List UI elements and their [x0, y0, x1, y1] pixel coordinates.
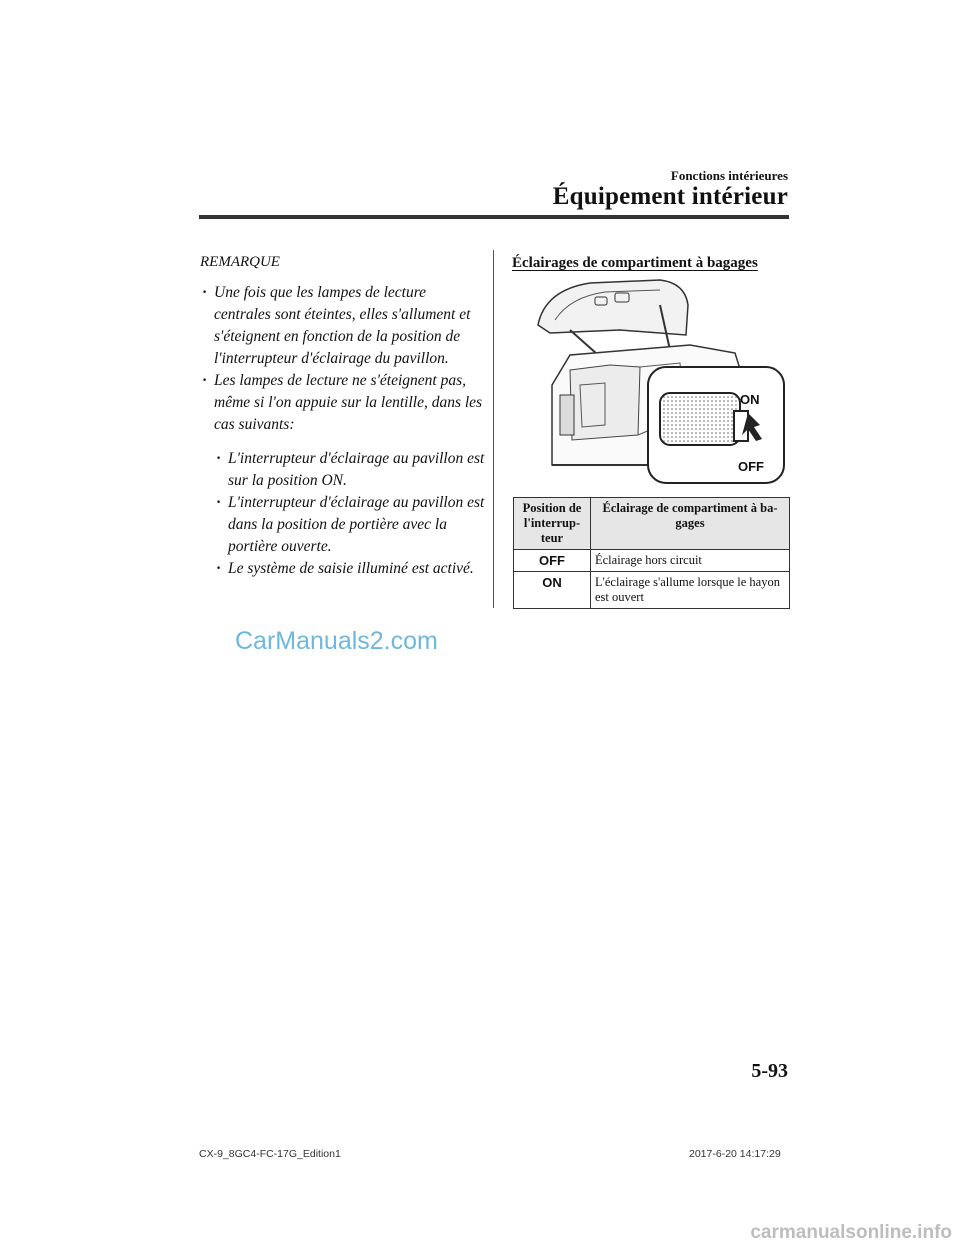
note-body — [200, 282, 485, 580]
watermark: CarManuals2.com — [235, 627, 438, 655]
header-rule — [199, 215, 789, 219]
table-row — [514, 572, 790, 609]
switch-off-icon: OFF — [514, 550, 591, 572]
brand-watermark: carmanualsonline.info — [750, 1222, 952, 1243]
table-cell: L'éclairage s'allume lorsque le hayon est ouvert — [591, 572, 790, 609]
note-subitem: · Le système de saisie illuminé est activé. — [214, 558, 485, 580]
table-header-description: Éclairage de compartiment à ba-gages — [591, 498, 790, 550]
note-subitem: · L'interrupteur d'éclairage au pavillon est dans la position de portière avec la portière ouverte. — [214, 492, 485, 558]
table-cell: Éclairage hors circuit — [591, 550, 790, 572]
page-number: 5-93 — [751, 1060, 788, 1082]
note-item: · Les lampes de lecture ne s'éteignent pas, même si l'on appuie sur la lentille, dans les cas suivants: — [200, 370, 485, 436]
switch-on-icon: ON — [514, 572, 591, 609]
note-list — [200, 282, 485, 436]
table-row — [514, 550, 790, 572]
table-header-row — [514, 498, 790, 550]
on-label: ON — [740, 392, 760, 407]
column-divider — [493, 250, 494, 608]
section-title: Éclairages de compartiment à bagages — [512, 255, 758, 271]
chapter-label: Fonctions intérieures — [670, 168, 788, 183]
cargo-light-illustration — [510, 275, 786, 485]
note-subitem: · L'interrupteur d'éclairage au pavillon est sur la position ON. — [214, 448, 485, 492]
off-label: OFF — [738, 459, 764, 474]
page-title: Équipement intérieur — [552, 183, 788, 210]
footer-edition: CX-9_8GC4-FC-17G_Edition1 — [199, 1148, 341, 1160]
switch-table — [513, 497, 790, 609]
footer-timestamp: 2017-6-20 14:17:29 — [689, 1148, 781, 1160]
note-item: · Une fois que les lampes de lecture centrales sont éteintes, elles s'allument et s'éteignent en fonction de la position de l'interrupteur d'éclairage du pavillon. — [200, 282, 485, 370]
note-title: REMARQUE — [200, 254, 280, 270]
table-header-position: Position de l'interrup-teur — [514, 498, 591, 550]
note-sublist — [200, 448, 485, 580]
